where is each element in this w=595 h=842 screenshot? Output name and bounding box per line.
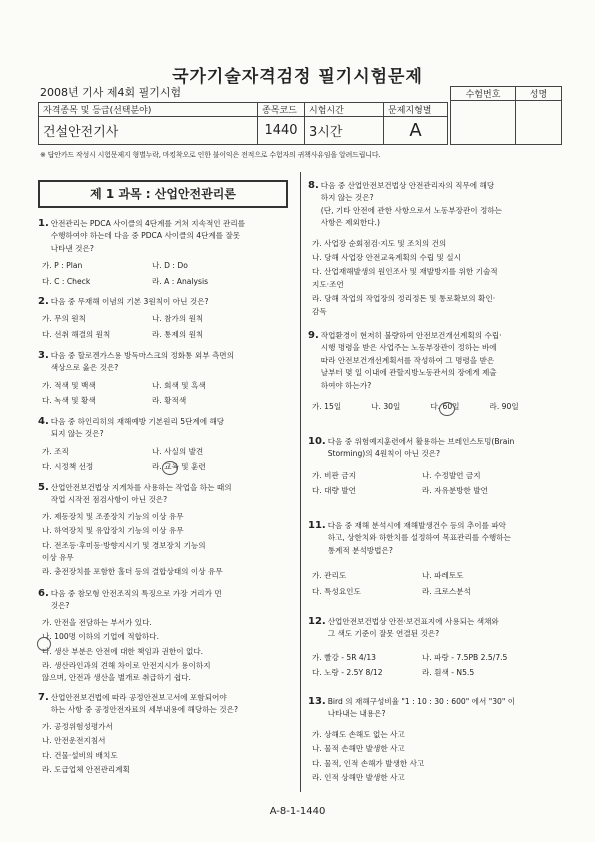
option-3[interactable]: 다. 건물·설비의 배치도	[42, 750, 118, 760]
option-2[interactable]: 나. 수정발언 금지	[422, 470, 481, 480]
option-3[interactable]: 다. 노랑 - 2.5Y 8/12	[312, 668, 383, 678]
option-1[interactable]: 가. 비판 금지	[312, 470, 356, 480]
option-2[interactable]: 나. 파레토도	[422, 571, 464, 581]
option-2[interactable]: 나. 물적 손해만 발생한 사고	[312, 744, 405, 754]
question-text: 다음 중 산업안전보건법상 안전관리자의 직무에 해당 하지 않는 것은? (단, 기타 안전에 관한 사항으로서 노동부장관이 정하는 사항은 제외한다.)	[320, 181, 503, 228]
options	[312, 469, 566, 498]
label-type: 문제지형별	[384, 103, 448, 117]
question-6	[38, 588, 293, 685]
option-4[interactable]: 라. 충전장치를 포함한 홀더 등의 결합상태의 이상 유무	[42, 567, 223, 577]
question-8	[308, 180, 566, 318]
question-text: 다음 중 무재해 이념의 기본 3원칙이 아닌 것은?	[50, 297, 209, 306]
option-4[interactable]: 라. 통제의 원칙	[152, 329, 204, 339]
option-4[interactable]: 라. 당해 작업의 작업장의 정리정돈 및 통로확보의 확인· 감독	[312, 294, 496, 316]
answer-mark	[37, 637, 51, 651]
value-time: 3시간	[305, 117, 384, 145]
question-number: 7.	[38, 692, 49, 703]
question-10	[308, 436, 566, 498]
options	[312, 729, 566, 785]
question-1	[38, 218, 293, 288]
option-2[interactable]: 나. 100명 이하의 기업에 적합하다.	[42, 632, 160, 642]
options	[42, 379, 293, 408]
question-number: 2.	[38, 296, 49, 307]
answer-mark	[162, 461, 178, 475]
option-3[interactable]: 다. 생산 부분은 안전에 대한 책임과 권한이 없다.	[42, 646, 204, 656]
option-2[interactable]: 나. 회색 및 흑색	[152, 380, 206, 390]
question-text: 산업안전보건법상 지게차를 사용하는 작업을 하는 때의 작업 시작전 점검사항이 아닌 것은?	[50, 483, 232, 505]
option-2[interactable]: 나. 파랑 - 7.5PB 2.5/7.5	[422, 652, 508, 662]
option-4[interactable]: 라. 도급업체 안전관리계획	[42, 765, 130, 775]
option-4[interactable]: 라. A : Analysis	[152, 276, 209, 286]
question-text: 작업환경이 현저히 불량하여 안전보건개선계획의 수립· 시행 명령을 받은 사업주는 노동부장관이 정하는 바에 따라 안전보건개선계획서를 작성하여 그 명령을 받은 날부터 몇 일 이내에 관할지방노동관서의 장에게 제출 하여야 하는가?	[320, 331, 502, 390]
options	[42, 312, 293, 341]
option-1[interactable]: 가. 안전을 전담하는 부서가 있다.	[42, 617, 152, 627]
question-number: 3.	[38, 350, 49, 361]
question-number: 8.	[308, 180, 319, 191]
options	[42, 721, 293, 777]
question-7	[38, 692, 293, 776]
option-3[interactable]: 다. 60일	[430, 402, 460, 412]
option-3[interactable]: 다. 물적, 인적 손해가 발생한 사고	[312, 758, 425, 768]
question-text: 다음 중 참모형 안전조직의 특징으로 가장 거리가 먼 것은?	[50, 589, 222, 611]
question-5	[38, 482, 293, 579]
option-2[interactable]: 나. 사실의 발견	[152, 446, 204, 456]
option-4[interactable]: 라. 90일	[489, 402, 519, 412]
page-title: 국가기술자격검정 필기시험문제	[172, 67, 423, 87]
exam-info-table	[38, 102, 448, 145]
options	[312, 651, 566, 680]
option-1[interactable]: 가. 빨강 - 5R 4/13	[312, 652, 376, 662]
option-3[interactable]: 다. 산업재해발생의 원인조사 및 재발방지를 위한 기술적 지도·조언	[312, 267, 498, 289]
question-11	[308, 520, 566, 598]
question-12	[308, 616, 566, 680]
value-subject: 건설안전기사	[39, 117, 258, 145]
option-2[interactable]: 나. 안전운전지침서	[42, 736, 106, 746]
options	[42, 259, 293, 288]
option-3[interactable]: 다. 특성요인도	[312, 586, 361, 596]
option-1[interactable]: 가. 제동장치 및 조종장치 기능의 이상 유무	[42, 511, 184, 521]
option-4[interactable]: 라. 교육 및 훈련	[152, 462, 206, 472]
option-1[interactable]: 가. 조직	[42, 446, 69, 456]
option-1[interactable]: 가. 적색 및 백색	[42, 380, 96, 390]
exam-session: 2008년 기사 제4회 필기시험	[40, 86, 182, 99]
option-4[interactable]: 라. 크로스분석	[422, 586, 471, 596]
question-number: 1.	[38, 218, 49, 229]
option-1[interactable]: 가. 상해도 손해도 없는 사고	[312, 729, 405, 739]
option-2[interactable]: 나. D : Do	[152, 261, 188, 271]
label-time: 시험시간	[305, 103, 384, 117]
option-3[interactable]: 다. 선취 해결의 원칙	[42, 329, 111, 339]
question-number: 4.	[38, 416, 49, 427]
options	[42, 617, 293, 685]
question-text: 산업안전보건법상 안전·보건표지에 사용되는 색채와 그 색도 기준이 잘못 연결된 것은?	[327, 617, 499, 639]
option-3[interactable]: 다. 시정책 선정	[42, 462, 94, 472]
option-1[interactable]: 가. 공정위험성평가서	[42, 721, 113, 731]
option-2[interactable]: 나. 하역장치 및 유압장치 기능의 이상 유무	[42, 526, 184, 536]
options	[312, 238, 566, 318]
option-3[interactable]: 다. C : Check	[42, 276, 91, 286]
option-1[interactable]: 가. 사업장 순회점검·지도 및 조치의 건의	[312, 238, 447, 248]
question-text: 다음 중 재해 분석시에 재해발생건수 등의 추이를 파악 하고, 상한치와 하한치를 설정하여 목표관리를 수행하는 통계적 분석방법은?	[327, 521, 511, 555]
question-number: 13.	[308, 696, 326, 707]
question-2	[38, 296, 293, 341]
question-number: 11.	[308, 520, 326, 531]
name-field[interactable]	[516, 101, 562, 145]
value-code: 1440	[258, 117, 305, 145]
question-text: 산업안전보건법에 따라 공정안전보고서에 포함되어야 하는 사항 중 공정안전자료의 세부내용에 해당하는 것은?	[50, 693, 238, 715]
question-text: 안전관리는 PDCA 사이클의 4단계를 거쳐 지속적인 관리를 수행하여야 하는데 다음 중 PDCA 사이클의 4단계를 잘못 나타낸 것은?	[50, 219, 246, 253]
option-4[interactable]: 라. 황적색	[152, 396, 187, 406]
question-9	[308, 330, 566, 413]
subject-heading: 제 1 과목 : 산업안전관리론	[38, 180, 288, 208]
options	[312, 569, 566, 598]
question-text: Bird 의 재해구성비율 "1 : 10 : 30 : 600" 에서 "30" 이 나타내는 내용은?	[327, 697, 516, 719]
option-4[interactable]: 라. 자유분방한 발언	[422, 486, 488, 496]
option-4[interactable]: 라. 인적 상해만 발생한 사고	[312, 773, 405, 783]
option-1[interactable]: 가. 무의 원칙	[42, 314, 86, 324]
label-name: 성명	[516, 87, 562, 101]
label-subject: 자격종목 및 등급(선택분야)	[39, 103, 258, 117]
question-number: 9.	[308, 330, 319, 341]
value-type: A	[384, 117, 448, 145]
options	[42, 511, 293, 579]
page-footer: A-8-1-1440	[269, 806, 326, 817]
answer-mark	[439, 402, 455, 416]
option-2[interactable]: 나. 30일	[371, 402, 401, 412]
option-3[interactable]: 다. 대량 발언	[312, 486, 356, 496]
option-1[interactable]: 가. 15일	[312, 402, 342, 412]
label-candidate-number: 수험번호	[451, 87, 516, 101]
option-3[interactable]: 다. 전조등·후미등·방향지시기 및 경보장치 기능의 이상 유무	[42, 540, 206, 563]
option-4[interactable]: 라. 생산라인과의 견해 차이로 안전지시가 용이하지 않으며, 안전과 생산을 별개로 취급하기 쉽다.	[42, 661, 211, 683]
option-3[interactable]: 다. 녹색 및 황색	[42, 396, 96, 406]
option-1[interactable]: 가. P : Plan	[42, 261, 83, 271]
option-2[interactable]: 나. 당해 사업장 안전교육계획의 수립 및 실시	[312, 253, 461, 263]
question-number: 5.	[38, 482, 49, 493]
question-number: 12.	[308, 616, 326, 627]
question-text: 다음 중 할로겐가스용 방독마스크의 정화통 외부 측면의 색상으로 옳은 것은?	[50, 351, 234, 373]
question-text: 다음 중 위험예지훈련에서 활용하는 브레인스토밍(Brain Storming)의 4원칙이 아닌 것은?	[327, 437, 515, 459]
option-4[interactable]: 라. 흰색 - N5.5	[422, 668, 475, 678]
notice: ※ 답안카드 작성시 시험문제지 형별누락, 마킹착오로 인한 불이익은 전적으로 수험자의 귀책사유임을 알려드립니다.	[40, 151, 381, 159]
column-divider	[300, 172, 301, 792]
label-code: 종목코드	[258, 103, 305, 117]
candidate-table	[450, 86, 562, 145]
question-13	[308, 696, 566, 784]
question-number: 10.	[308, 436, 326, 447]
question-text: 다음 중 하인리히의 재해예방 기본원리 5단계에 해당 되지 않는 것은?	[50, 417, 225, 439]
question-number: 6.	[38, 588, 49, 599]
option-2[interactable]: 나. 참가의 원칙	[152, 314, 204, 324]
question-3	[38, 350, 293, 408]
candidate-number-field[interactable]	[451, 101, 516, 145]
option-1[interactable]: 가. 관리도	[312, 571, 347, 581]
